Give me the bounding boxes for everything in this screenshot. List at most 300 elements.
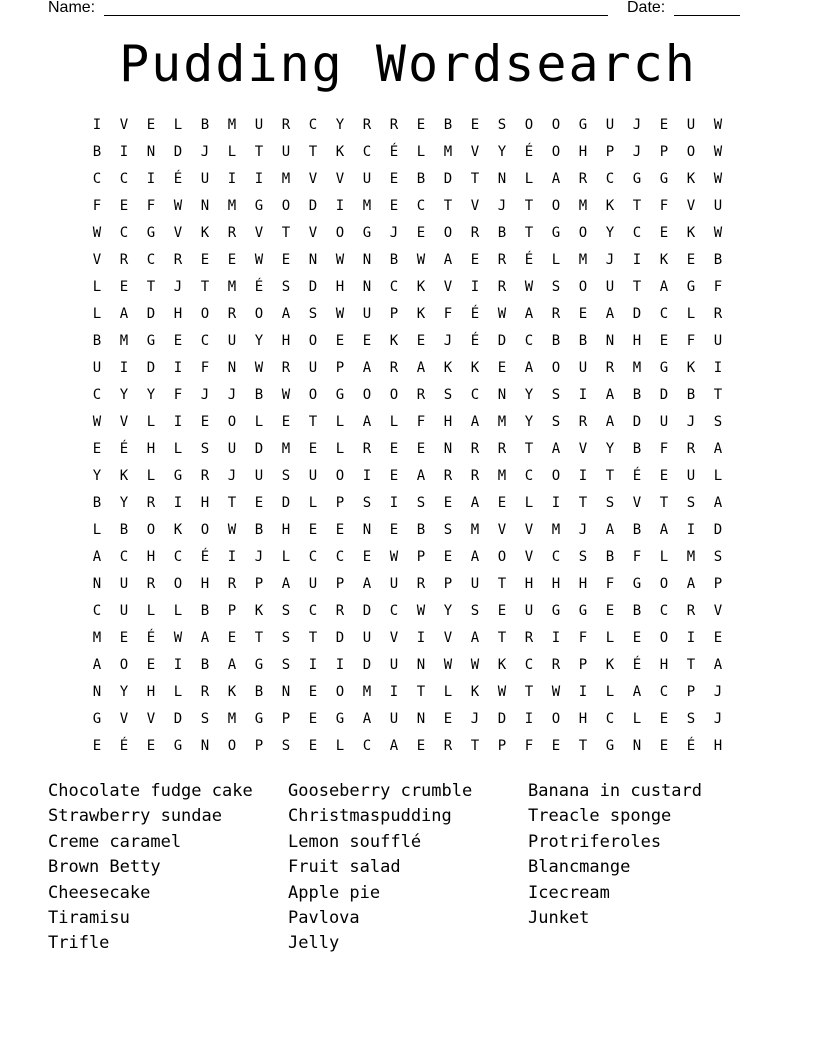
grid-letter: U	[713, 333, 723, 349]
grid-letter: B	[254, 684, 264, 700]
grid-letter: L	[389, 414, 399, 430]
grid-letter: B	[92, 144, 102, 160]
grid-letter: V	[389, 630, 399, 646]
grid-letter: T	[578, 738, 588, 754]
grid-letter: V	[119, 414, 129, 430]
grid-letter: M	[443, 144, 453, 160]
grid-letter: T	[308, 144, 318, 160]
grid-letter: T	[632, 279, 642, 295]
grid-letter: R	[416, 576, 426, 592]
grid-letter: V	[173, 225, 183, 241]
grid-letter: Y	[605, 225, 615, 241]
word-list-item: Blancmange	[528, 857, 631, 878]
grid-letter: B	[416, 522, 426, 538]
grid-letter: W	[416, 603, 426, 619]
grid-letter: E	[308, 441, 318, 457]
grid-letter: I	[551, 495, 561, 511]
grid-letter: U	[389, 576, 399, 592]
grid-letter: M	[92, 630, 102, 646]
grid-letter: U	[362, 171, 372, 187]
grid-letter: T	[200, 279, 210, 295]
grid-letter: W	[335, 306, 345, 322]
grid-letter: S	[362, 495, 372, 511]
grid-letter: B	[200, 603, 210, 619]
grid-letter: I	[335, 198, 345, 214]
grid-letter: O	[497, 549, 507, 565]
grid-letter: É	[173, 171, 183, 187]
grid-letter: I	[686, 522, 696, 538]
grid-letter: C	[389, 603, 399, 619]
grid-letter: É	[632, 468, 642, 484]
grid-letter: A	[362, 414, 372, 430]
grid-letter: E	[659, 117, 669, 133]
grid-letter: M	[119, 333, 129, 349]
grid-letter: K	[605, 657, 615, 673]
grid-letter: H	[443, 414, 453, 430]
grid-letter: A	[416, 360, 426, 376]
grid-letter: A	[281, 306, 291, 322]
grid-letter: L	[605, 684, 615, 700]
grid-letter: R	[686, 441, 696, 457]
grid-letter: S	[281, 603, 291, 619]
grid-letter: E	[470, 117, 480, 133]
grid-letter: E	[659, 225, 669, 241]
grid-letter: O	[524, 117, 534, 133]
grid-letter: D	[146, 306, 156, 322]
grid-letter: B	[686, 387, 696, 403]
grid-letter: C	[92, 603, 102, 619]
grid-letter: J	[632, 144, 642, 160]
grid-letter: O	[335, 225, 345, 241]
grid-letter: U	[308, 468, 318, 484]
grid-letter: G	[659, 171, 669, 187]
grid-letter: I	[524, 711, 534, 727]
grid-letter: V	[308, 225, 318, 241]
grid-letter: S	[578, 549, 588, 565]
grid-letter: I	[254, 171, 264, 187]
grid-letter: G	[173, 468, 183, 484]
grid-letter: B	[632, 603, 642, 619]
grid-letter: A	[92, 549, 102, 565]
grid-letter: L	[146, 468, 156, 484]
grid-letter: M	[362, 684, 372, 700]
grid-letter: H	[335, 279, 345, 295]
grid-letter: A	[551, 441, 561, 457]
grid-letter: M	[578, 252, 588, 268]
grid-letter: T	[524, 198, 534, 214]
grid-letter: N	[497, 387, 507, 403]
grid-letter: A	[605, 387, 615, 403]
grid-letter: A	[605, 414, 615, 430]
grid-letter: S	[281, 279, 291, 295]
grid-letter: N	[92, 576, 102, 592]
grid-letter: S	[443, 522, 453, 538]
grid-letter: É	[200, 549, 210, 565]
grid-letter: D	[254, 441, 264, 457]
grid-letter: R	[605, 360, 615, 376]
grid-letter: S	[686, 711, 696, 727]
grid-letter: L	[416, 144, 426, 160]
grid-letter: I	[173, 657, 183, 673]
grid-letter: V	[443, 630, 453, 646]
grid-letter: L	[308, 495, 318, 511]
grid-letter: G	[659, 360, 669, 376]
grid-letter: E	[146, 738, 156, 754]
grid-letter: U	[308, 576, 318, 592]
grid-letter: É	[119, 738, 129, 754]
grid-letter: Y	[119, 684, 129, 700]
word-list-item: Treacle sponge	[528, 806, 672, 827]
grid-letter: A	[92, 657, 102, 673]
grid-letter: E	[308, 522, 318, 538]
grid-letter: E	[659, 468, 669, 484]
grid-letter: C	[146, 252, 156, 268]
grid-letter: T	[497, 576, 507, 592]
grid-letter: O	[551, 117, 561, 133]
grid-letter: R	[389, 360, 399, 376]
grid-letter: S	[713, 549, 723, 565]
grid-letter: B	[389, 252, 399, 268]
grid-letter: H	[632, 333, 642, 349]
grid-letter: J	[443, 333, 453, 349]
grid-letter: W	[713, 144, 723, 160]
grid-letter: E	[227, 252, 237, 268]
grid-letter: M	[227, 198, 237, 214]
grid-letter: L	[92, 306, 102, 322]
grid-letter: A	[362, 711, 372, 727]
grid-letter: J	[497, 198, 507, 214]
grid-letter: E	[443, 711, 453, 727]
grid-letter: U	[470, 576, 480, 592]
grid-letter: S	[443, 387, 453, 403]
grid-letter: O	[227, 414, 237, 430]
grid-letter: C	[524, 468, 534, 484]
grid-letter: Y	[524, 387, 534, 403]
grid-letter: J	[578, 522, 588, 538]
grid-letter: G	[335, 711, 345, 727]
grid-letter: A	[389, 738, 399, 754]
grid-letter: C	[308, 117, 318, 133]
grid-letter: K	[605, 198, 615, 214]
grid-letter: W	[497, 306, 507, 322]
grid-letter: C	[362, 144, 372, 160]
grid-letter: J	[686, 414, 696, 430]
grid-letter: H	[146, 549, 156, 565]
word-list-item: Creme caramel	[48, 831, 182, 852]
grid-letter: K	[335, 144, 345, 160]
grid-letter: R	[389, 117, 399, 133]
grid-letter: R	[497, 279, 507, 295]
grid-letter: V	[335, 171, 345, 187]
grid-letter: C	[524, 657, 534, 673]
grid-letter: E	[146, 117, 156, 133]
grid-letter: M	[227, 279, 237, 295]
grid-letter: H	[146, 684, 156, 700]
grid-letter: K	[497, 657, 507, 673]
grid-letter: E	[362, 549, 372, 565]
grid-letter: B	[416, 171, 426, 187]
grid-letter: R	[146, 495, 156, 511]
grid-letter: G	[632, 171, 642, 187]
grid-letter: J	[227, 387, 237, 403]
grid-letter: R	[578, 414, 588, 430]
word-list-item: Strawberry sundae	[48, 806, 222, 827]
grid-letter: K	[200, 225, 210, 241]
grid-letter: P	[254, 738, 264, 754]
grid-letter: B	[605, 549, 615, 565]
grid-letter: L	[281, 549, 291, 565]
grid-letter: J	[605, 252, 615, 268]
grid-letter: A	[659, 522, 669, 538]
grid-letter: R	[524, 630, 534, 646]
grid-letter: T	[308, 414, 318, 430]
grid-letter: G	[551, 603, 561, 619]
grid-letter: M	[686, 549, 696, 565]
name-date-line	[48, 0, 748, 20]
grid-letter: W	[254, 252, 264, 268]
grid-letter: P	[335, 576, 345, 592]
grid-letter: K	[686, 225, 696, 241]
date-label: Date:	[627, 0, 666, 16]
grid-letter: R	[497, 441, 507, 457]
grid-letter: T	[659, 495, 669, 511]
grid-letter: O	[146, 522, 156, 538]
name-label: Name:	[48, 0, 96, 16]
grid-letter: A	[713, 441, 723, 457]
grid-letter: N	[200, 198, 210, 214]
grid-letter: L	[335, 441, 345, 457]
grid-letter: C	[119, 225, 129, 241]
grid-letter: P	[227, 603, 237, 619]
grid-letter: B	[92, 495, 102, 511]
grid-letter: B	[119, 522, 129, 538]
grid-letter: L	[713, 468, 723, 484]
grid-letter: B	[632, 441, 642, 457]
grid-letter: A	[713, 657, 723, 673]
word-list	[48, 780, 768, 970]
grid-letter: E	[632, 630, 642, 646]
grid-letter: F	[686, 333, 696, 349]
grid-letter: N	[416, 711, 426, 727]
grid-letter: M	[551, 522, 561, 538]
grid-letter: E	[389, 171, 399, 187]
grid-letter: D	[713, 522, 723, 538]
grid-letter: J	[200, 387, 210, 403]
grid-letter: E	[200, 414, 210, 430]
grid-letter: S	[686, 495, 696, 511]
grid-letter: U	[389, 711, 399, 727]
grid-letter: W	[281, 387, 291, 403]
grid-letter: Y	[443, 603, 453, 619]
grid-letter: N	[281, 684, 291, 700]
grid-letter: M	[227, 711, 237, 727]
grid-letter: É	[119, 441, 129, 457]
grid-letter: P	[686, 684, 696, 700]
grid-letter: V	[119, 117, 129, 133]
grid-letter: E	[389, 468, 399, 484]
grid-letter: W	[173, 630, 183, 646]
grid-letter: A	[281, 576, 291, 592]
grid-letter: I	[227, 549, 237, 565]
word-list-item: Christmaspudding	[288, 806, 452, 827]
grid-letter: C	[119, 549, 129, 565]
grid-letter: E	[389, 522, 399, 538]
grid-letter: Y	[524, 414, 534, 430]
grid-letter: U	[578, 360, 588, 376]
grid-letter: E	[308, 711, 318, 727]
word-list-item: Banana in custard	[528, 781, 702, 801]
grid-letter: O	[551, 468, 561, 484]
grid-letter: K	[659, 252, 669, 268]
grid-letter: F	[200, 360, 210, 376]
grid-letter: A	[416, 468, 426, 484]
grid-letter: R	[578, 171, 588, 187]
grid-letter: C	[362, 738, 372, 754]
grid-letter: D	[632, 306, 642, 322]
grid-letter: V	[92, 252, 102, 268]
grid-letter: K	[416, 306, 426, 322]
grid-letter: G	[551, 225, 561, 241]
page-title: Pudding Wordsearch	[119, 35, 697, 93]
grid-letter: N	[605, 333, 615, 349]
grid-letter: R	[335, 603, 345, 619]
grid-letter: T	[281, 225, 291, 241]
grid-letter: D	[362, 657, 372, 673]
grid-letter: U	[362, 306, 372, 322]
grid-letter: B	[551, 333, 561, 349]
grid-letter: É	[632, 657, 642, 673]
grid-letter: K	[389, 333, 399, 349]
grid-letter: F	[713, 279, 723, 295]
word-list-item: Pavlova	[288, 907, 360, 928]
grid-letter: E	[146, 657, 156, 673]
word-list-item: Gooseberry crumble	[288, 781, 473, 801]
grid-letter: W	[524, 279, 534, 295]
grid-letter: D	[173, 144, 183, 160]
grid-letter: D	[632, 414, 642, 430]
grid-letter: U	[254, 117, 264, 133]
grid-letter: E	[335, 333, 345, 349]
grid-letter: T	[578, 495, 588, 511]
grid-letter: U	[281, 144, 291, 160]
grid-letter: B	[200, 657, 210, 673]
grid-letter: E	[308, 684, 318, 700]
grid-letter: I	[146, 171, 156, 187]
grid-letter: S	[281, 657, 291, 673]
grid-letter: J	[632, 117, 642, 133]
grid-letter: U	[686, 117, 696, 133]
word-list-item: Fruit salad	[288, 857, 401, 878]
grid-letter: O	[551, 711, 561, 727]
grid-letter: R	[551, 306, 561, 322]
grid-letter: E	[443, 495, 453, 511]
grid-letter: R	[713, 306, 723, 322]
grid-letter: O	[551, 360, 561, 376]
grid-letter: P	[497, 738, 507, 754]
grid-letter: F	[416, 414, 426, 430]
grid-letter: U	[227, 333, 237, 349]
grid-letter: R	[416, 387, 426, 403]
grid-letter: A	[632, 684, 642, 700]
grid-letter: R	[227, 306, 237, 322]
word-list-item: Chocolate fudge cake	[48, 781, 253, 801]
word-list-item: Brown Betty	[48, 857, 161, 878]
grid-letter: O	[308, 333, 318, 349]
grid-letter: U	[227, 441, 237, 457]
grid-letter: E	[686, 252, 696, 268]
grid-letter: L	[173, 603, 183, 619]
grid-letter: E	[92, 738, 102, 754]
word-list-item: Lemon soufflé	[288, 831, 422, 852]
grid-letter: V	[308, 171, 318, 187]
grid-letter: S	[281, 630, 291, 646]
grid-letter: K	[416, 279, 426, 295]
grid-letter: U	[200, 171, 210, 187]
grid-letter: I	[119, 360, 129, 376]
grid-letter: C	[605, 171, 615, 187]
grid-letter: C	[308, 549, 318, 565]
grid-letter: I	[362, 468, 372, 484]
grid-letter: Y	[92, 468, 102, 484]
grid-letter: E	[497, 603, 507, 619]
grid-letter: Y	[119, 387, 129, 403]
grid-letter: F	[173, 387, 183, 403]
grid-letter: W	[389, 549, 399, 565]
grid-letter: J	[470, 711, 480, 727]
grid-letter: H	[578, 576, 588, 592]
grid-letter: V	[254, 225, 264, 241]
grid-letter: L	[254, 414, 264, 430]
grid-letter: J	[173, 279, 183, 295]
grid-letter: E	[200, 252, 210, 268]
grid-letter: A	[713, 495, 723, 511]
grid-letter: O	[335, 468, 345, 484]
grid-letter: O	[578, 279, 588, 295]
grid-letter: R	[362, 117, 372, 133]
grid-letter: E	[713, 630, 723, 646]
grid-letter: W	[497, 684, 507, 700]
grid-letter: G	[254, 198, 264, 214]
grid-letter: G	[686, 279, 696, 295]
grid-letter: O	[335, 684, 345, 700]
grid-letter: R	[227, 576, 237, 592]
grid-letter: A	[605, 522, 615, 538]
grid-letter: K	[254, 603, 264, 619]
grid-letter: T	[254, 630, 264, 646]
grid-letter: L	[335, 738, 345, 754]
grid-letter: E	[254, 495, 264, 511]
grid-letter: V	[713, 603, 723, 619]
grid-letter: H	[659, 657, 669, 673]
grid-letter: H	[200, 495, 210, 511]
grid-letter: C	[173, 549, 183, 565]
grid-letter: L	[524, 171, 534, 187]
grid-letter: W	[416, 252, 426, 268]
grid-letter: I	[632, 252, 642, 268]
grid-letter: W	[335, 252, 345, 268]
grid-letter: N	[308, 252, 318, 268]
grid-letter: C	[335, 549, 345, 565]
grid-letter: O	[659, 630, 669, 646]
grid-letter: N	[146, 144, 156, 160]
grid-letter: A	[686, 576, 696, 592]
grid-letter: P	[713, 576, 723, 592]
grid-letter: S	[497, 117, 507, 133]
grid-letter: L	[173, 117, 183, 133]
grid-letter: L	[551, 252, 561, 268]
word-list-item: Protriferoles	[528, 831, 662, 852]
grid-letter: U	[254, 468, 264, 484]
